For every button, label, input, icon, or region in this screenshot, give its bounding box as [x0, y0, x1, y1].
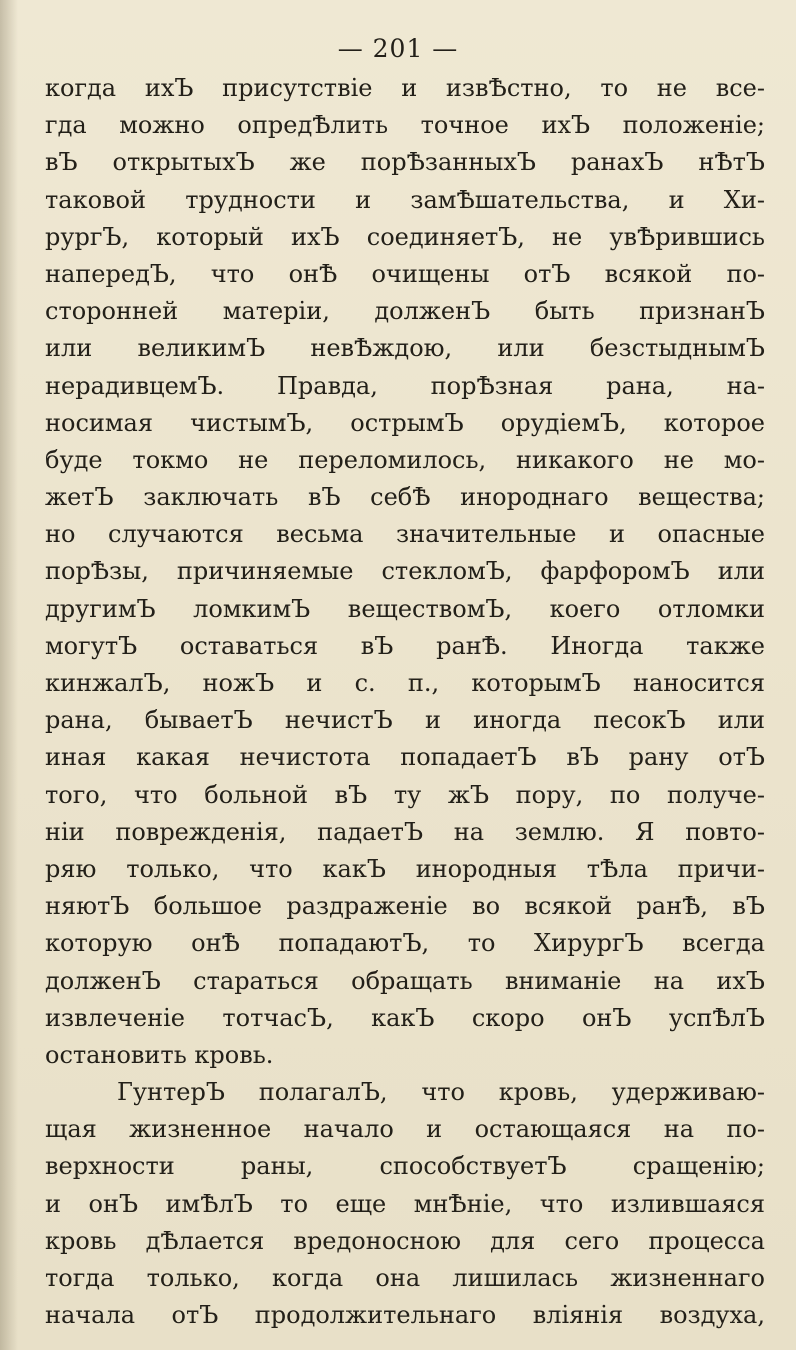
text-line: могутЪ оставаться вЪ ранѢ. Иногда также — [45, 631, 765, 660]
text-line: жетЪ заключать вЪ себѢ инороднаго вещества; — [45, 483, 765, 512]
text-line: иная какая нечистота попадаетЪ вЪ рану отЪ — [45, 743, 765, 772]
text-line: кинжалЪ, ножЪ и с. п., которымЪ наносится — [45, 669, 765, 697]
text-line: таковой трудности и замѢшательства, и Хи- — [45, 185, 765, 214]
text-line: или великимЪ невѢждою, или безстыднымЪ — [45, 334, 765, 363]
page-gutter-shadow — [0, 0, 18, 1350]
text-line: носимая чистымЪ, острымЪ орудіемЪ, которое — [45, 408, 765, 437]
text-line: напередЪ, что онѢ очищены отЪ всякой по- — [45, 259, 765, 288]
paragraph-end-line: остановить кровь. — [45, 1040, 274, 1069]
text-line: сторонней матеріи, долженЪ быть признанЪ — [45, 297, 765, 326]
text-line: другимЪ ломкимЪ веществомЪ, коего отломки — [45, 594, 765, 623]
text-line: гда можно опредѢлить точное ихЪ положеніе; — [45, 111, 765, 140]
text-line: щая жизненное начало и остающаяся на по- — [45, 1115, 765, 1144]
text-line: которую онѢ попадаютЪ, то ХирургЪ всегда — [45, 929, 765, 958]
text-line: начала отЪ продолжительнаго вліянія воздуха, — [45, 1301, 765, 1330]
text-line: верхности раны, способствуетЪ сращенію; — [45, 1152, 765, 1181]
text-line: рана, бываетЪ нечистЪ и иногда песокЪ или — [45, 706, 765, 735]
text-line: но случаются весьма значительные и опасные — [45, 520, 765, 549]
text-line: рургЪ, который ихЪ соединяетЪ, не увѢрившись — [45, 222, 765, 251]
text-line: ніи поврежденія, падаетЪ на землю. Я повто- — [45, 817, 765, 846]
text-line: порѢзы, причиняемые стекломЪ, фарфоромЪ или — [45, 557, 765, 586]
text-line: нерадивцемЪ. Правда, порѢзная рана, на- — [45, 371, 765, 400]
text-line: буде токмо не переломилось, никакого не мо- — [45, 445, 765, 474]
text-line: вЪ открытыхЪ же порѢзанныхЪ ранахЪ нѢтЪ — [45, 148, 765, 177]
text-line: няютЪ большое раздраженіе во всякой ранѢ, вЪ — [45, 892, 765, 921]
paragraph-start-line: ГунтерЪ полагалЪ, что кровь, удерживаю- — [117, 1078, 765, 1107]
text-line: ряю только, что какЪ инородныя тѢла причи- — [45, 854, 765, 883]
body-text — [45, 70, 765, 1334]
text-line: когда ихЪ присутствіе и извѢстно, то не все- — [45, 74, 765, 102]
text-line: кровь дѢлается вредоносною для сего процесса — [45, 1226, 765, 1255]
text-line: и онЪ имѢлЪ то еще мнѢніе, что излившаяся — [45, 1189, 765, 1218]
text-line: того, что больной вЪ ту жЪ пору, по получе- — [45, 780, 765, 809]
page-number: — 201 — — [337, 34, 459, 63]
text-line: тогда только, когда она лишилась жизненнаго — [45, 1264, 765, 1292]
text-line: долженЪ стараться обращать вниманіе на ихЪ — [45, 966, 765, 995]
text-line: извлеченіе тотчасЪ, какЪ скоро онЪ успѢлЪ — [45, 1003, 765, 1032]
